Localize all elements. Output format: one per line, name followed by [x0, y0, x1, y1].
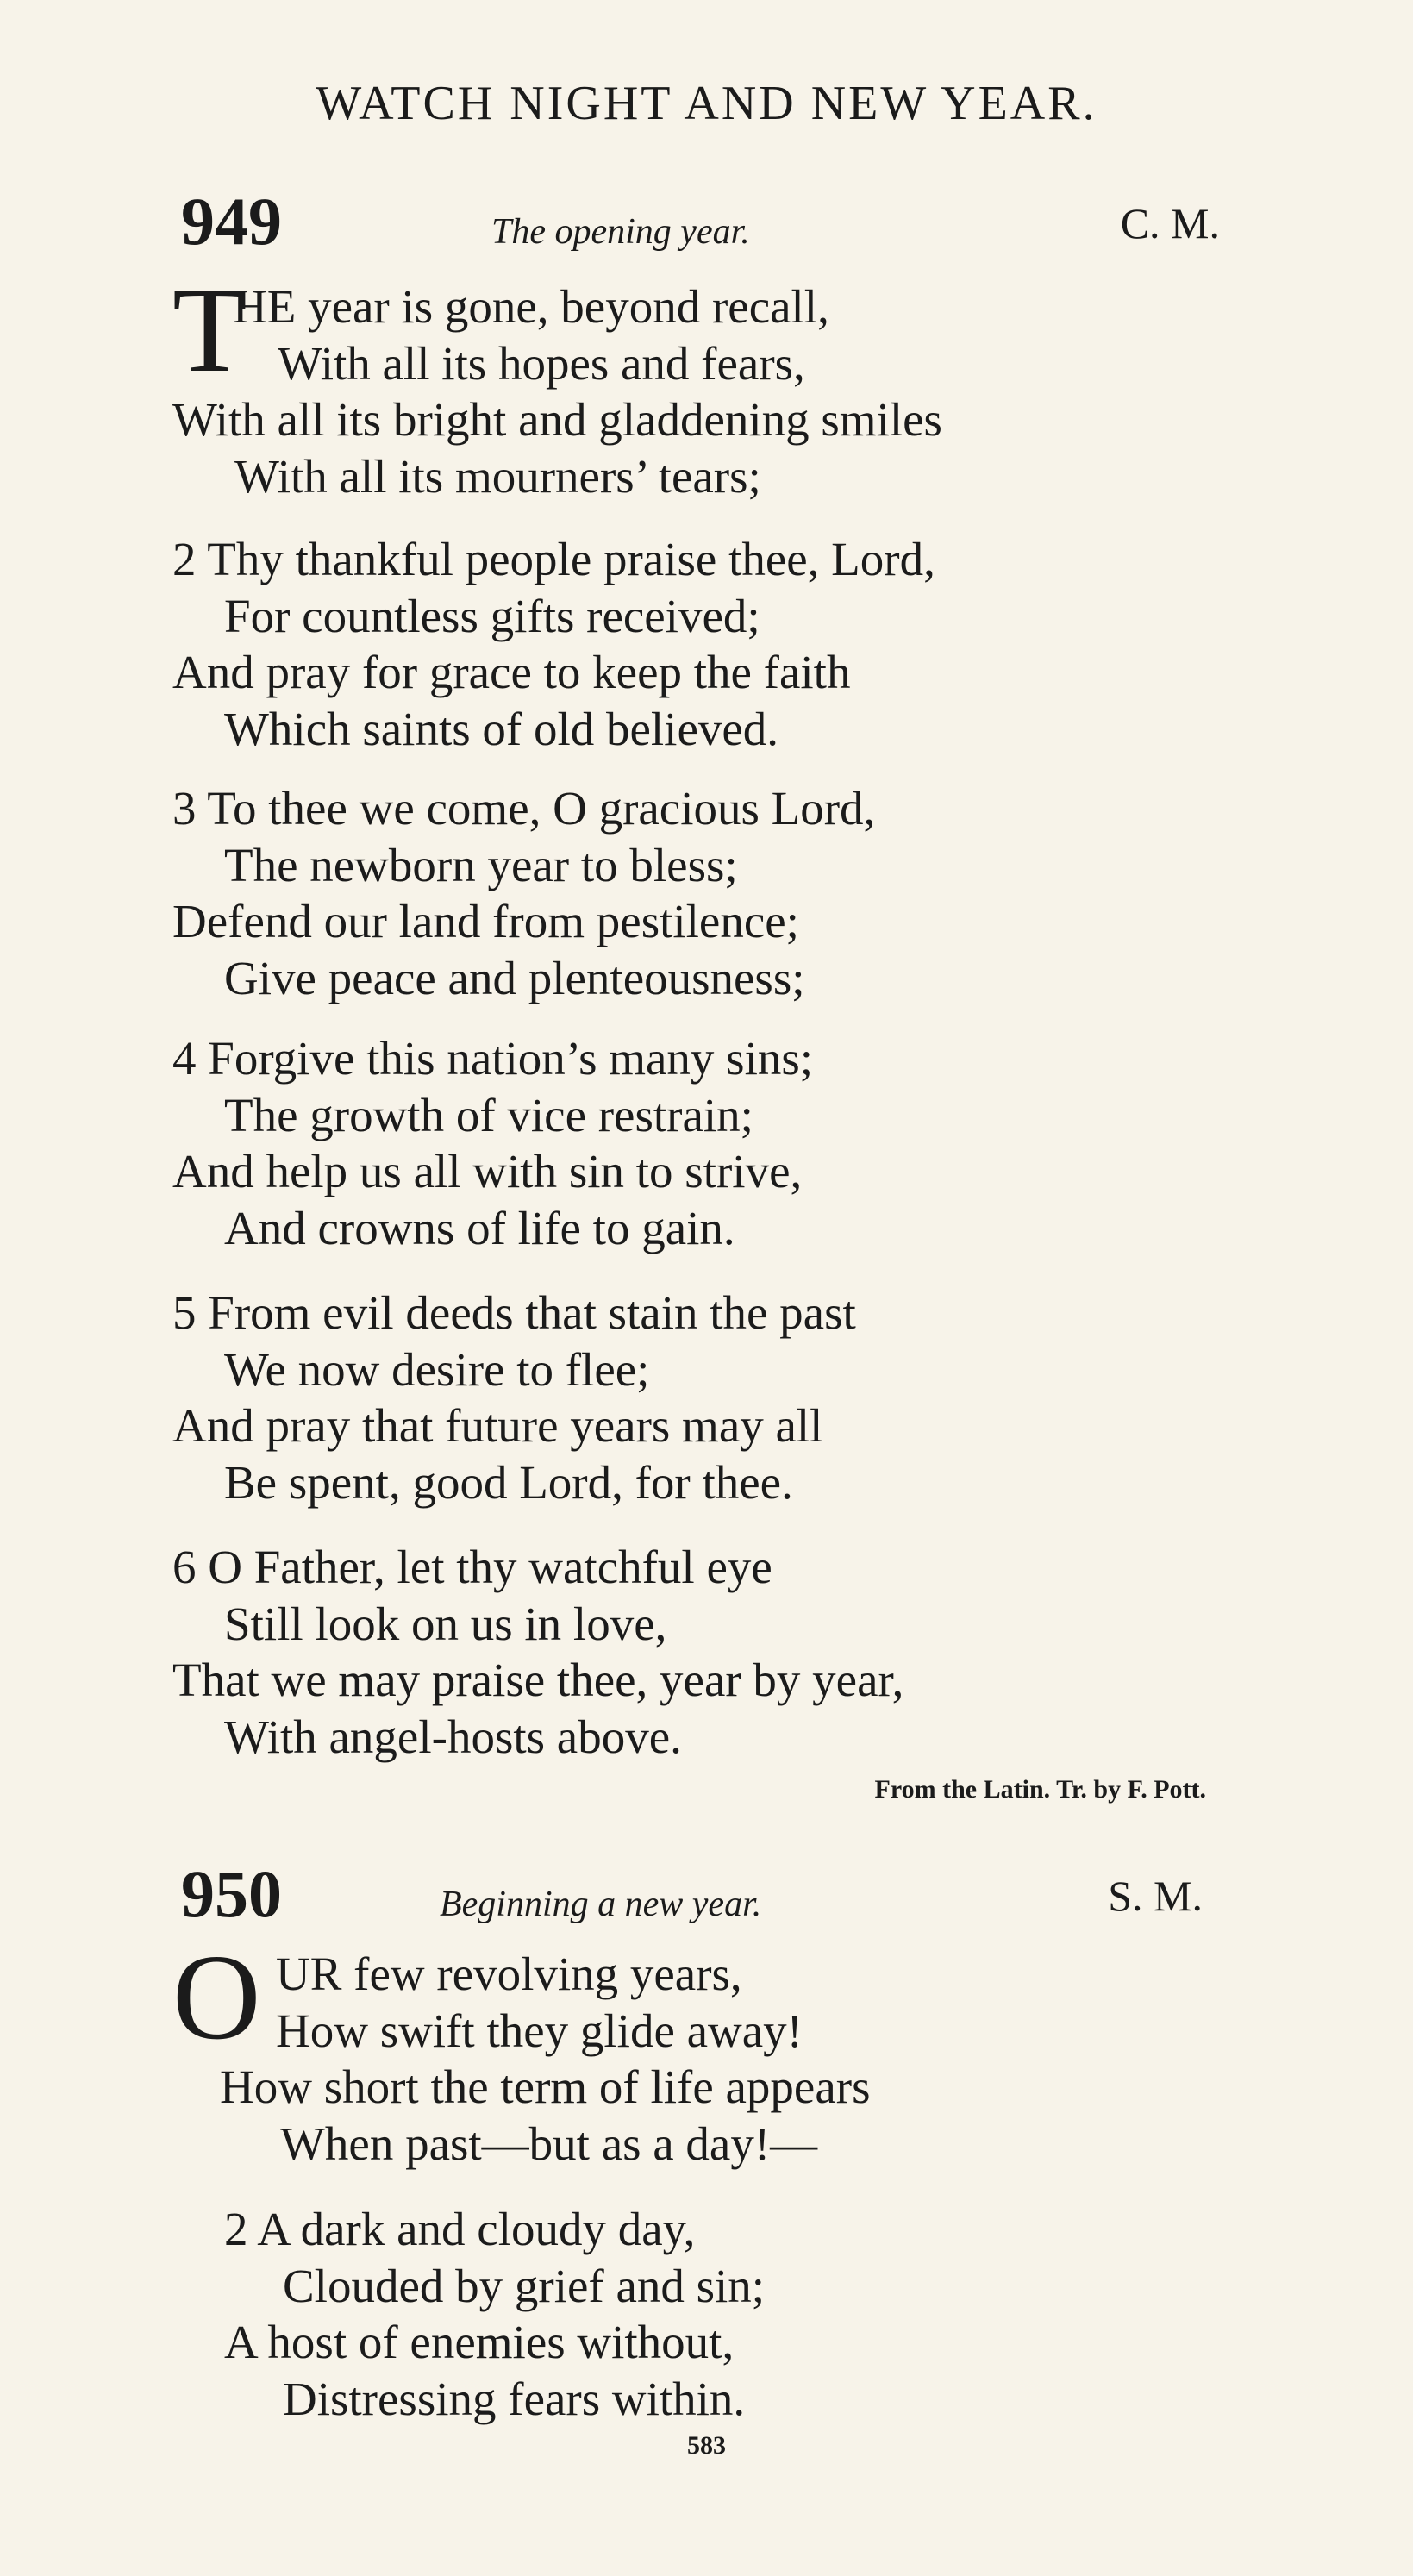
verse-line: 5 From evil deeds that stain the past	[172, 1286, 856, 1339]
verse-line: How swift they glide away!	[276, 2004, 803, 2057]
hymn-949-verse-4	[172, 1030, 813, 1256]
verse-line: For countless gifts received;	[224, 589, 760, 642]
verse-line: With all its hopes and fears,	[278, 336, 805, 390]
drop-cap: O	[172, 1929, 261, 2065]
hymn-950-header	[172, 1856, 1220, 1938]
verse-line: Which saints of old believed.	[224, 702, 779, 755]
hymn-subject: Beginning a new year.	[440, 1885, 762, 1924]
hymn-950-verse-2	[172, 2201, 765, 2427]
hymn-number: 949	[181, 184, 282, 259]
verse-line: With all its bright and gladdening smiles	[172, 393, 942, 446]
hymn-949-verse-6	[172, 1539, 903, 1765]
hymn-number: 950	[181, 1856, 282, 1931]
verse-line: With angel-hosts above.	[224, 1710, 682, 1763]
hymn-subject: The opening year.	[491, 212, 750, 252]
verse-line: And pray that future years may all	[172, 1399, 823, 1452]
verse-line: 3 To thee we come, O gracious Lord,	[172, 782, 876, 835]
verse-line: And pray for grace to keep the faith	[172, 646, 851, 698]
hymn-950-verse-1	[172, 1929, 871, 2172]
verse-line: 2 A dark and cloudy day,	[224, 2203, 696, 2255]
verse-line: How short the term of life appears	[220, 2060, 871, 2113]
verse-line: With all its mourners’ tears;	[234, 449, 761, 503]
hymn-949-verse-5	[172, 1285, 856, 1510]
verse-line: Still look on us in love,	[224, 1597, 667, 1650]
verse-line: And help us all with sin to strive,	[172, 1145, 803, 1197]
running-head: WATCH NIGHT AND NEW YEAR.	[316, 77, 1097, 130]
verse-line: When past—but as a day!—	[280, 2116, 818, 2170]
hymn-meter: S. M.	[1108, 1872, 1203, 1920]
verse-line: Be spent, good Lord, for thee.	[224, 1455, 793, 1509]
hymn-attribution: From the Latin. Tr. by F. Pott.	[874, 1775, 1206, 1804]
verse-line: HE year is gone, beyond recall,	[233, 280, 829, 333]
verse-line: 4 Forgive this nation’s many sins;	[172, 1032, 814, 1085]
verse-line: 6 O Father, let thy watchful eye	[172, 1541, 772, 1593]
hymn-949-verse-2	[172, 531, 935, 757]
verse-line: 2 Thy thankful people praise thee, Lord,	[172, 533, 935, 585]
verse-line: That we may praise thee, year by year,	[172, 1654, 904, 1706]
hymn-949-header	[172, 184, 1220, 266]
verse-line: The growth of vice restrain;	[224, 1088, 753, 1141]
drop-cap: T	[172, 261, 247, 397]
verse-line: Distressing fears within.	[283, 2372, 746, 2425]
verse-line: The newborn year to bless;	[224, 838, 738, 891]
verse-line: Defend our land from pestilence;	[172, 895, 799, 947]
hymn-949-verse-1	[172, 261, 942, 504]
hymn-949-verse-3	[172, 780, 875, 1006]
verse-line: Clouded by grief and sin;	[283, 2259, 766, 2312]
verse-line: And crowns of life to gain.	[224, 1201, 735, 1254]
verse-line: Give peace and plenteousness;	[224, 951, 805, 1004]
verse-line: A host of enemies without,	[224, 2316, 735, 2368]
hymn-meter: C. M.	[1120, 199, 1220, 247]
verse-line: We now desire to flee;	[224, 1342, 650, 1396]
verse-line: UR few revolving years,	[276, 1948, 742, 2000]
page-number: 583	[687, 2431, 726, 2460]
